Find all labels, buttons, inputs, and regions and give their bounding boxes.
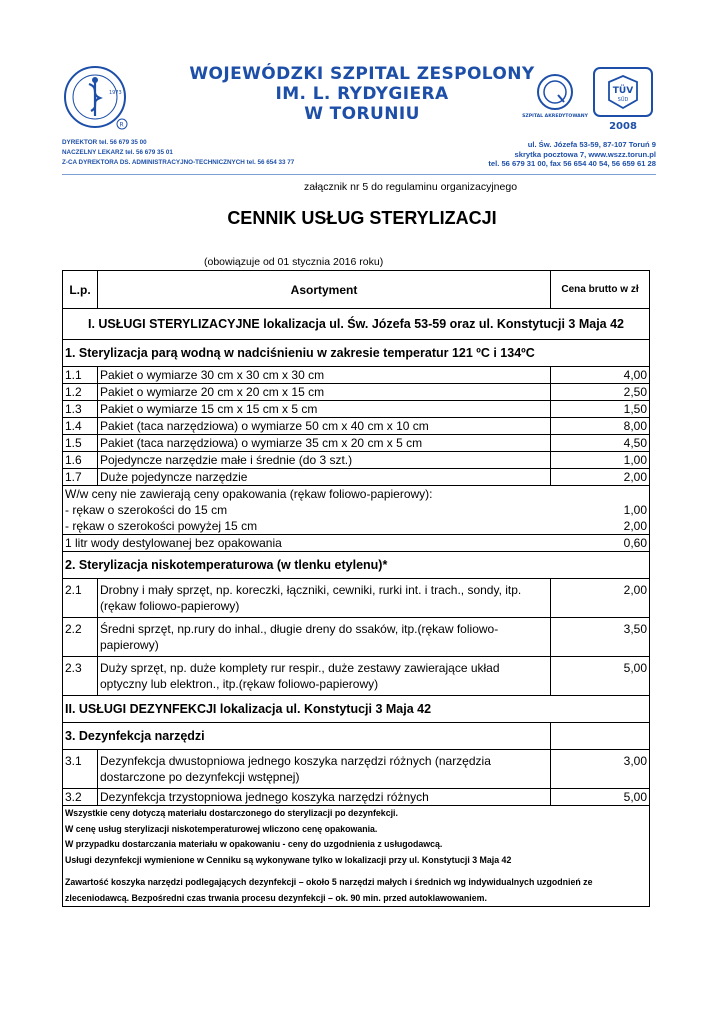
water-line bbox=[65, 535, 647, 551]
cell-name: Pakiet o wymiarze 20 cm x 20 cm x 15 cm bbox=[98, 384, 551, 401]
svg-text:R: R bbox=[119, 121, 124, 129]
cell-lp: 3.2 bbox=[63, 789, 98, 806]
cell-price: 2,00 bbox=[551, 579, 650, 618]
hospital-name-line1: WOJEWÓDZKI SZPITAL ZESPOLONY bbox=[189, 64, 535, 84]
footnotes-row bbox=[63, 806, 650, 907]
packaging-item-name: - rękaw o szerokości do 15 cm bbox=[65, 503, 228, 517]
table-row bbox=[63, 452, 650, 469]
attachment-note: załącznik nr 5 do regulaminu organizacyjnego bbox=[304, 181, 518, 193]
footnote: W przypadku dostarczania materiału w opakowaniu - ceny do uzgodnienia z usługodawcą. bbox=[65, 839, 443, 849]
cell-lp: 1.2 bbox=[63, 384, 98, 401]
section-row bbox=[63, 309, 650, 340]
cell-price: 1,00 bbox=[551, 452, 650, 469]
water-name: 1 litr wody destylowanej bez opakowania bbox=[65, 536, 282, 550]
cell-price: 1,50 bbox=[551, 401, 650, 418]
cell-name bbox=[98, 657, 551, 696]
packaging-item-price: 1,00 bbox=[623, 503, 647, 517]
letterhead bbox=[62, 62, 656, 178]
cell-price: 8,00 bbox=[551, 418, 650, 435]
cell-name-line: (rękaw foliowo-papierowy) bbox=[100, 599, 240, 613]
subsection-row bbox=[63, 340, 650, 367]
cell-price: 3,50 bbox=[551, 618, 650, 657]
cell-name: Dezynfekcja trzystopniowa jednego koszyka narzędzi różnych bbox=[98, 789, 551, 806]
cell-lp: 2.3 bbox=[63, 657, 98, 696]
cell-name: Pojedyncze narzędzie małe i średnie (do 3 szt.) bbox=[98, 452, 551, 469]
cell-name: Pakiet (taca narzędziowa) o wymiarze 35 cm x 20 cm x 5 cm bbox=[98, 435, 551, 452]
packaging-row bbox=[63, 486, 650, 535]
contact-line: Z-CA DYREKTORA DS. ADMINISTRACYJNO-TECHNICZNYCH tel. 56 654 33 77 bbox=[62, 159, 295, 166]
svg-text:1973: 1973 bbox=[109, 90, 122, 96]
footnote: W cenę usług sterylizacji niskotemperaturowej wliczono cenę opakowania. bbox=[65, 823, 378, 834]
cell-name-line: papierowy) bbox=[100, 638, 159, 652]
header-lp: L.p. bbox=[63, 271, 98, 309]
table-row bbox=[63, 657, 650, 696]
address-line: ul. Św. Józefa 53-59, 87-107 Toruń 9 bbox=[527, 140, 656, 149]
footnotes-cell bbox=[63, 806, 650, 907]
cell-name-line: Duży sprzęt, np. duże komplety rur respir., duże zestawy zawierające układ bbox=[100, 661, 500, 675]
cell-name bbox=[98, 579, 551, 618]
cell-name: Pakiet (taca narzędziowa) o wymiarze 50 cm x 40 cm x 10 cm bbox=[98, 418, 551, 435]
cell-lp: 2.2 bbox=[63, 618, 98, 657]
footnote-gap bbox=[65, 868, 647, 875]
svg-text:SZPITAL AKREDYTOWANY: SZPITAL AKREDYTOWANY bbox=[522, 114, 588, 119]
contacts-right bbox=[488, 140, 656, 169]
header-assortment: Asortyment bbox=[98, 271, 551, 309]
table-header-row bbox=[63, 271, 650, 309]
subsection-disinfection: 3. Dezynfekcja narzędzi bbox=[63, 723, 551, 750]
table-row bbox=[63, 750, 650, 789]
cell-lp: 3.1 bbox=[63, 750, 98, 789]
hospital-name-line3: W TORUNIU bbox=[304, 104, 420, 124]
table-row bbox=[63, 401, 650, 418]
svg-text:2008: 2008 bbox=[609, 121, 637, 132]
cell-lp: 1.3 bbox=[63, 401, 98, 418]
cell-price: 4,00 bbox=[551, 367, 650, 384]
subsection-steam: 1. Sterylizacja parą wodną w nadciśnieniu w zakresie temperatur 121 ºC i 134ºC bbox=[63, 340, 650, 367]
svg-text:TÜV: TÜV bbox=[612, 86, 634, 96]
letterhead-divider bbox=[62, 174, 656, 175]
tuv-certification-logo bbox=[590, 64, 656, 134]
contacts-left bbox=[62, 138, 294, 168]
water-cell bbox=[63, 535, 650, 552]
cell-price: 2,00 bbox=[551, 469, 650, 486]
footnote: Usługi dezynfekcji wymienione w Cenniku są wykonywane tylko w lokalizacji przy ul. Konstytucji 3 Maja 42 bbox=[65, 854, 512, 865]
hospital-name bbox=[152, 64, 572, 124]
packaging-note: W/w ceny nie zawierają ceny opakowania (rękaw foliowo-papierowy): bbox=[65, 487, 433, 501]
section-disinfection: II. USŁUGI DEZYNFEKCJI lokalizacja ul. Konstytucji 3 Maja 42 bbox=[63, 696, 650, 723]
subsection-row bbox=[63, 552, 650, 579]
packaging-item bbox=[65, 502, 647, 518]
hospital-name-line2: IM. L. RYDYGIERA bbox=[275, 84, 449, 104]
subsection-low-temp: 2. Sterylizacja niskotemperaturowa (w tlenku etylenu)* bbox=[63, 552, 650, 579]
cell-name-line: Drobny i mały sprzęt, np. koreczki, łączniki, cewniki, rurki int. i trach., sondy, itp. bbox=[100, 583, 522, 597]
packaging-cell bbox=[63, 486, 650, 535]
cell-lp: 1.7 bbox=[63, 469, 98, 486]
packaging-item-name: - rękaw o szerokości powyżej 15 cm bbox=[65, 519, 258, 533]
validity-note: (obowiązuje od 01 stycznia 2016 roku) bbox=[204, 256, 384, 268]
section-sterilization: I. USŁUGI STERYLIZACYJNE lokalizacja ul. Św. Józefa 53-59 oraz ul. Konstytucji 3 Maja 42 bbox=[63, 309, 650, 340]
cell-name bbox=[98, 750, 551, 789]
cell-name-line: Średni sprzęt, np.rury do inhal., długie dreny do ssaków, itp.(rękaw foliowo- bbox=[100, 622, 499, 636]
address-line: tel. 56 679 31 00, fax 56 654 40 54, 56 659 61 28 bbox=[488, 159, 656, 169]
contact-line: NACZELNY LEKARZ tel. 56 679 35 01 bbox=[62, 149, 173, 156]
table-row bbox=[63, 384, 650, 401]
table-row bbox=[63, 435, 650, 452]
water-price: 0,60 bbox=[623, 536, 647, 550]
page-title: CENNIK USŁUG STERYLIZACJI bbox=[227, 208, 497, 228]
cell-price: 5,00 bbox=[551, 789, 650, 806]
cell-name: Pakiet o wymiarze 30 cm x 30 cm x 30 cm bbox=[98, 367, 551, 384]
cell-lp: 1.6 bbox=[63, 452, 98, 469]
water-row bbox=[63, 535, 650, 552]
address-line: skrytka pocztowa 7, www.wszz.torun.pl bbox=[514, 149, 656, 159]
cell-lp: 1.5 bbox=[63, 435, 98, 452]
hospital-emblem-logo bbox=[62, 64, 130, 130]
cell-name: Duże pojedyncze narzędzie bbox=[98, 469, 551, 486]
cell-name-line: optyczny lub elektron., itp.(rękaw foliowo-papierowy) bbox=[100, 677, 379, 691]
table-row bbox=[63, 367, 650, 384]
cell-price: 5,00 bbox=[551, 657, 650, 696]
accreditation-logo bbox=[522, 70, 588, 130]
cell-name bbox=[98, 618, 551, 657]
table-row bbox=[63, 789, 650, 806]
cell-price: 3,00 bbox=[551, 750, 650, 789]
cell-lp: 1.1 bbox=[63, 367, 98, 384]
section-row bbox=[63, 696, 650, 723]
cell-name-line: Dezynfekcja dwustopniowa jednego koszyka narzędzi różnych (narzędzia bbox=[100, 754, 491, 768]
packaging-item-price: 2,00 bbox=[623, 519, 647, 533]
cell-lp: 1.4 bbox=[63, 418, 98, 435]
cell-name: Pakiet o wymiarze 15 cm x 15 cm x 5 cm bbox=[98, 401, 551, 418]
price-table bbox=[62, 270, 650, 907]
header-price: Cena brutto w zł bbox=[551, 271, 650, 309]
table-row bbox=[63, 418, 650, 435]
footnote: Zawartość koszyka narzędzi podlegających dezynfekcji – około 5 narzędzi małych i średnich wg indywidualnych uzgodnień ze bbox=[65, 877, 593, 887]
cell-name-line: dostarczone po dezynfekcji wstępnej) bbox=[100, 770, 300, 784]
cell-price: 4,50 bbox=[551, 435, 650, 452]
table-row bbox=[63, 469, 650, 486]
table-row bbox=[63, 618, 650, 657]
footnote: zleceniodawcą. Bezpośredni czas trwania procesu dezynfekcji – ok. 90 min. przed autoklawowaniem. bbox=[65, 892, 487, 903]
cell-price: 2,50 bbox=[551, 384, 650, 401]
packaging-item bbox=[65, 518, 647, 534]
table-row bbox=[63, 579, 650, 618]
contact-line: DYREKTOR tel. 56 679 35 00 bbox=[62, 139, 147, 146]
footnote: Wszystkie ceny dotyczą materiału dostarczonego do sterylizacji po dezynfekcji. bbox=[65, 808, 398, 818]
subsection-row bbox=[63, 723, 650, 750]
cell-lp: 2.1 bbox=[63, 579, 98, 618]
svg-text:SÜD: SÜD bbox=[617, 97, 629, 103]
empty-cell bbox=[551, 723, 650, 750]
